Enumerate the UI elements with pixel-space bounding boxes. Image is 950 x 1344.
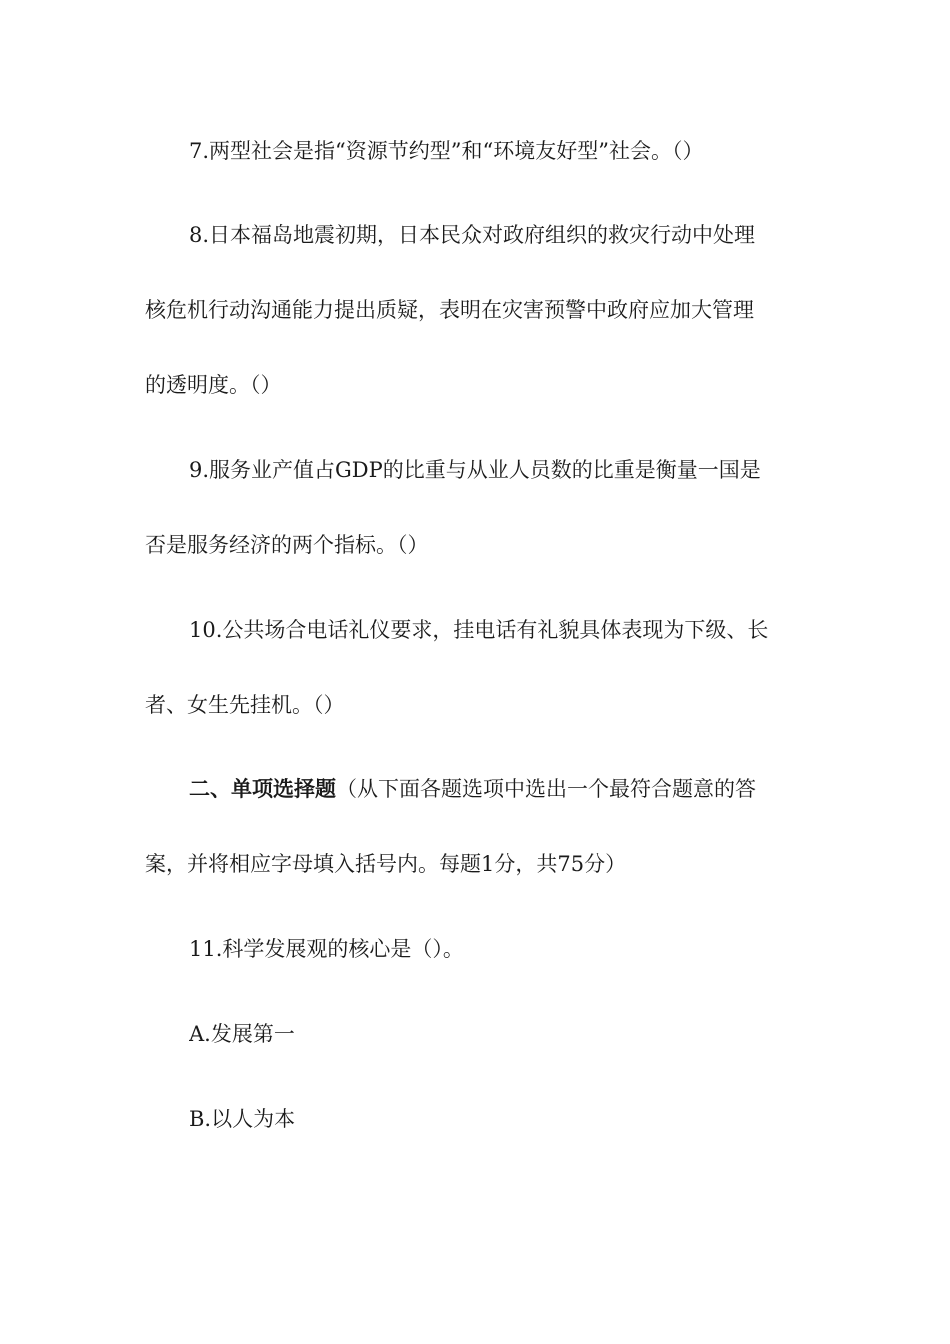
section-2-heading: 二、单项选择题 bbox=[189, 776, 336, 801]
question-8-line-3: 的透明度。（） bbox=[145, 373, 282, 397]
question-9-line-1: 9.服务业产值占GDP的比重与从业人员数的比重是衡量一国是 bbox=[189, 458, 761, 482]
section-2-line-1 bbox=[189, 769, 810, 809]
question-8-line-1: 8.日本福岛地震初期，日本民众对政府组织的救灾行动中处理 bbox=[189, 223, 756, 247]
question-7-line-1: 7.两型社会是指“资源节约型”和“环境友好型”社会。（） bbox=[189, 139, 704, 163]
question-10-line-2: 者、女生先挂机。（） bbox=[145, 693, 345, 717]
section-2-instructions-start: （从下面各题选项中选出一个最符合题意的答 bbox=[336, 777, 756, 801]
section-2-line-2: 案，并将相应字母填入括号内。每题1分，共75分） bbox=[145, 852, 627, 876]
question-8-line-2: 核危机行动沟通能力提出质疑，表明在灾害预警中政府应加大管理 bbox=[145, 298, 754, 322]
question-11-option-a: A.发展第一 bbox=[189, 1022, 295, 1046]
question-9-line-2: 否是服务经济的两个指标。（） bbox=[145, 533, 429, 557]
question-10-line-1: 10.公共场合电话礼仪要求，挂电话有礼貌具体表现为下级、长 bbox=[189, 618, 769, 642]
question-11-stem: 11.科学发展观的核心是（）。 bbox=[189, 937, 464, 961]
question-11-option-b: B.以人为本 bbox=[189, 1107, 296, 1131]
